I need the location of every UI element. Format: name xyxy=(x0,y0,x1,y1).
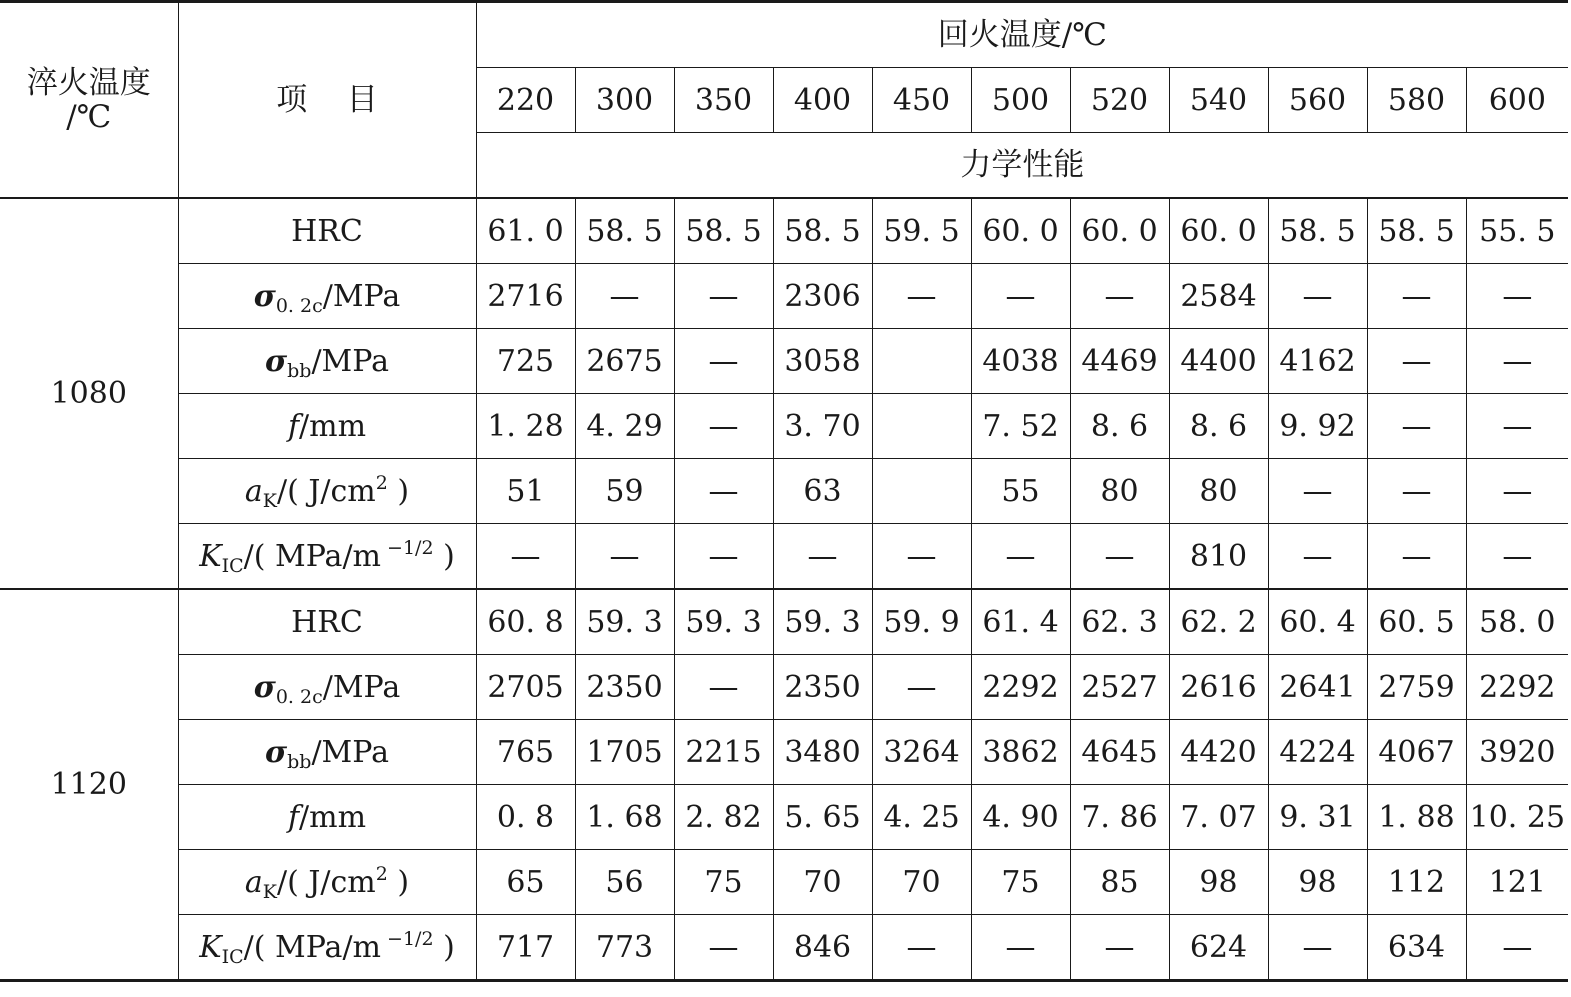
value-cell: — xyxy=(674,329,773,394)
value-cell: 75 xyxy=(674,850,773,915)
temp-col-header: 520 xyxy=(1070,68,1169,133)
value-cell: 85 xyxy=(1070,850,1169,915)
temp-col-header: 600 xyxy=(1466,68,1568,133)
deflection-row xyxy=(0,394,1568,459)
value-cell: 3862 xyxy=(971,720,1070,785)
header-row-tempering xyxy=(0,2,1568,68)
value-cell: — xyxy=(773,524,872,590)
property-label: f/mm xyxy=(178,394,476,459)
value-cell: 60. 8 xyxy=(476,589,575,655)
value-cell: 2584 xyxy=(1169,264,1268,329)
value-cell: 810 xyxy=(1169,524,1268,590)
value-cell: — xyxy=(1367,329,1466,394)
quench-temp-cell: 1120 xyxy=(0,589,178,981)
value-cell: — xyxy=(1268,459,1367,524)
temp-col-header: 300 xyxy=(575,68,674,133)
value-cell: 4. 29 xyxy=(575,394,674,459)
value-cell: 1. 68 xyxy=(575,785,674,850)
value-cell: 61. 4 xyxy=(971,589,1070,655)
value-cell: 773 xyxy=(575,915,674,981)
yield-strength-row xyxy=(0,655,1568,720)
value-cell: — xyxy=(1268,524,1367,590)
value-cell: 1. 88 xyxy=(1367,785,1466,850)
value-cell: 60. 5 xyxy=(1367,589,1466,655)
hrc-row xyxy=(0,198,1568,264)
value-cell: 4. 25 xyxy=(872,785,971,850)
value-cell: 58. 5 xyxy=(575,198,674,264)
property-label: f/mm xyxy=(178,785,476,850)
value-cell: — xyxy=(872,524,971,590)
property-label: $a_K/$( $J/cm^2$ ) xyxy=(178,459,476,524)
value-cell: 2616 xyxy=(1169,655,1268,720)
value-cell: — xyxy=(1268,915,1367,981)
property-label: $\sigma_{0. 2c}$/MPa xyxy=(178,655,476,720)
value-cell: 765 xyxy=(476,720,575,785)
temp-col-header: 580 xyxy=(1367,68,1466,133)
deflection-row xyxy=(0,785,1568,850)
value-cell: — xyxy=(971,264,1070,329)
properties-header: 力学性能 xyxy=(476,133,1568,199)
value-cell: 58. 0 xyxy=(1466,589,1568,655)
fracture-toughness-row xyxy=(0,915,1568,981)
value-cell: 59. 5 xyxy=(872,198,971,264)
value-cell xyxy=(872,394,971,459)
value-cell: 55 xyxy=(971,459,1070,524)
value-cell: 4224 xyxy=(1268,720,1367,785)
value-cell: 7. 52 xyxy=(971,394,1070,459)
value-cell: 60. 0 xyxy=(1070,198,1169,264)
value-cell: 2292 xyxy=(971,655,1070,720)
value-cell: 51 xyxy=(476,459,575,524)
property-label: $K_{IC}/$( MPa/m $^{-1/2}$ ) xyxy=(178,915,476,981)
value-cell: 60. 0 xyxy=(971,198,1070,264)
yield-strength-row xyxy=(0,264,1568,329)
temp-col-header: 450 xyxy=(872,68,971,133)
value-cell: 3480 xyxy=(773,720,872,785)
value-cell: 112 xyxy=(1367,850,1466,915)
value-cell: — xyxy=(971,524,1070,590)
value-cell: — xyxy=(872,655,971,720)
value-cell: — xyxy=(1268,264,1367,329)
value-cell: 70 xyxy=(773,850,872,915)
value-cell: — xyxy=(674,915,773,981)
bending-strength-row xyxy=(0,329,1568,394)
value-cell: 59. 3 xyxy=(575,589,674,655)
value-cell: 4400 xyxy=(1169,329,1268,394)
value-cell: 70 xyxy=(872,850,971,915)
value-cell: 59. 3 xyxy=(674,589,773,655)
value-cell: 725 xyxy=(476,329,575,394)
value-cell: 63 xyxy=(773,459,872,524)
value-cell: — xyxy=(1466,264,1568,329)
value-cell: 59 xyxy=(575,459,674,524)
value-cell: 9. 31 xyxy=(1268,785,1367,850)
property-label: $\sigma_{bb}$/MPa xyxy=(178,329,476,394)
value-cell: — xyxy=(1367,394,1466,459)
temp-col-header: 400 xyxy=(773,68,872,133)
value-cell: 4. 90 xyxy=(971,785,1070,850)
value-cell: — xyxy=(1070,915,1169,981)
value-cell: 4038 xyxy=(971,329,1070,394)
value-cell: 846 xyxy=(773,915,872,981)
value-cell: — xyxy=(971,915,1070,981)
data-body xyxy=(0,198,1568,981)
value-cell: 55. 5 xyxy=(1466,198,1568,264)
value-cell: 80 xyxy=(1169,459,1268,524)
value-cell xyxy=(872,329,971,394)
value-cell: 2306 xyxy=(773,264,872,329)
value-cell: 10. 25 xyxy=(1466,785,1568,850)
value-cell: 3. 70 xyxy=(773,394,872,459)
value-cell: 98 xyxy=(1169,850,1268,915)
value-cell: 65 xyxy=(476,850,575,915)
value-cell: 2292 xyxy=(1466,655,1568,720)
value-cell: 61. 0 xyxy=(476,198,575,264)
value-cell: — xyxy=(674,394,773,459)
value-cell: 1705 xyxy=(575,720,674,785)
value-cell: — xyxy=(1466,459,1568,524)
value-cell: 0. 8 xyxy=(476,785,575,850)
value-cell: 3264 xyxy=(872,720,971,785)
value-cell: 58. 5 xyxy=(1367,198,1466,264)
value-cell: — xyxy=(1466,524,1568,590)
bending-strength-row xyxy=(0,720,1568,785)
value-cell: 62. 3 xyxy=(1070,589,1169,655)
value-cell: 2716 xyxy=(476,264,575,329)
value-cell: 2350 xyxy=(773,655,872,720)
value-cell: — xyxy=(674,459,773,524)
value-cell: 2641 xyxy=(1268,655,1367,720)
value-cell: 2350 xyxy=(575,655,674,720)
hrc-row xyxy=(0,589,1568,655)
value-cell: 56 xyxy=(575,850,674,915)
value-cell: 60. 0 xyxy=(1169,198,1268,264)
fracture-toughness-row xyxy=(0,524,1568,590)
temp-col-header: 540 xyxy=(1169,68,1268,133)
item-header: 项 目 xyxy=(178,2,476,199)
property-label: $\sigma_{bb}$/MPa xyxy=(178,720,476,785)
temp-col-header: 350 xyxy=(674,68,773,133)
property-label: HRC xyxy=(178,198,476,264)
value-cell: 8. 6 xyxy=(1169,394,1268,459)
value-cell: 5. 65 xyxy=(773,785,872,850)
value-cell: 59. 3 xyxy=(773,589,872,655)
value-cell: 717 xyxy=(476,915,575,981)
temp-col-header: 500 xyxy=(971,68,1070,133)
value-cell: 4420 xyxy=(1169,720,1268,785)
value-cell: 3058 xyxy=(773,329,872,394)
value-cell: — xyxy=(1070,524,1169,590)
value-cell: — xyxy=(1367,524,1466,590)
value-cell: 59. 9 xyxy=(872,589,971,655)
property-label: HRC xyxy=(178,589,476,655)
property-label: $K_{IC}/$( MPa/m $^{-1/2}$ ) xyxy=(178,524,476,590)
property-label: $\sigma_{0. 2c}$/MPa xyxy=(178,264,476,329)
temp-col-header: 560 xyxy=(1268,68,1367,133)
value-cell: 2527 xyxy=(1070,655,1169,720)
value-cell: — xyxy=(674,524,773,590)
value-cell: — xyxy=(674,655,773,720)
value-cell: 62. 2 xyxy=(1169,589,1268,655)
value-cell: 60. 4 xyxy=(1268,589,1367,655)
value-cell: 4645 xyxy=(1070,720,1169,785)
value-cell: — xyxy=(575,264,674,329)
value-cell xyxy=(872,459,971,524)
value-cell: — xyxy=(1367,264,1466,329)
value-cell: 7. 07 xyxy=(1169,785,1268,850)
value-cell: 80 xyxy=(1070,459,1169,524)
value-cell: — xyxy=(872,915,971,981)
value-cell: 58. 5 xyxy=(773,198,872,264)
value-cell: 2215 xyxy=(674,720,773,785)
value-cell: — xyxy=(1466,329,1568,394)
property-label: $a_K/$( $J/cm^2$ ) xyxy=(178,850,476,915)
value-cell: 58. 5 xyxy=(1268,198,1367,264)
value-cell: 8. 6 xyxy=(1070,394,1169,459)
value-cell: 1. 28 xyxy=(476,394,575,459)
impact-toughness-row xyxy=(0,850,1568,915)
value-cell: — xyxy=(872,264,971,329)
value-cell: 4067 xyxy=(1367,720,1466,785)
value-cell: 58. 5 xyxy=(674,198,773,264)
value-cell: 7. 86 xyxy=(1070,785,1169,850)
value-cell: 4469 xyxy=(1070,329,1169,394)
value-cell: 2. 82 xyxy=(674,785,773,850)
impact-toughness-row xyxy=(0,459,1568,524)
tempering-temp-header: 回火温度/℃ xyxy=(476,2,1568,68)
value-cell: — xyxy=(1367,459,1466,524)
value-cell: 4162 xyxy=(1268,329,1367,394)
value-cell: — xyxy=(674,264,773,329)
value-cell: 9. 92 xyxy=(1268,394,1367,459)
value-cell: 121 xyxy=(1466,850,1568,915)
value-cell: 2759 xyxy=(1367,655,1466,720)
value-cell: — xyxy=(1466,915,1568,981)
value-cell: 98 xyxy=(1268,850,1367,915)
value-cell: — xyxy=(575,524,674,590)
value-cell: 75 xyxy=(971,850,1070,915)
quench-temp-cell: 1080 xyxy=(0,198,178,589)
value-cell: 3920 xyxy=(1466,720,1568,785)
value-cell: — xyxy=(476,524,575,590)
value-cell: 2705 xyxy=(476,655,575,720)
quench-temp-header: 淬火温度 /℃ xyxy=(0,2,178,199)
value-cell: — xyxy=(1070,264,1169,329)
value-cell: 634 xyxy=(1367,915,1466,981)
value-cell: 624 xyxy=(1169,915,1268,981)
value-cell: — xyxy=(1466,394,1568,459)
temp-col-header: 220 xyxy=(476,68,575,133)
value-cell: 2675 xyxy=(575,329,674,394)
